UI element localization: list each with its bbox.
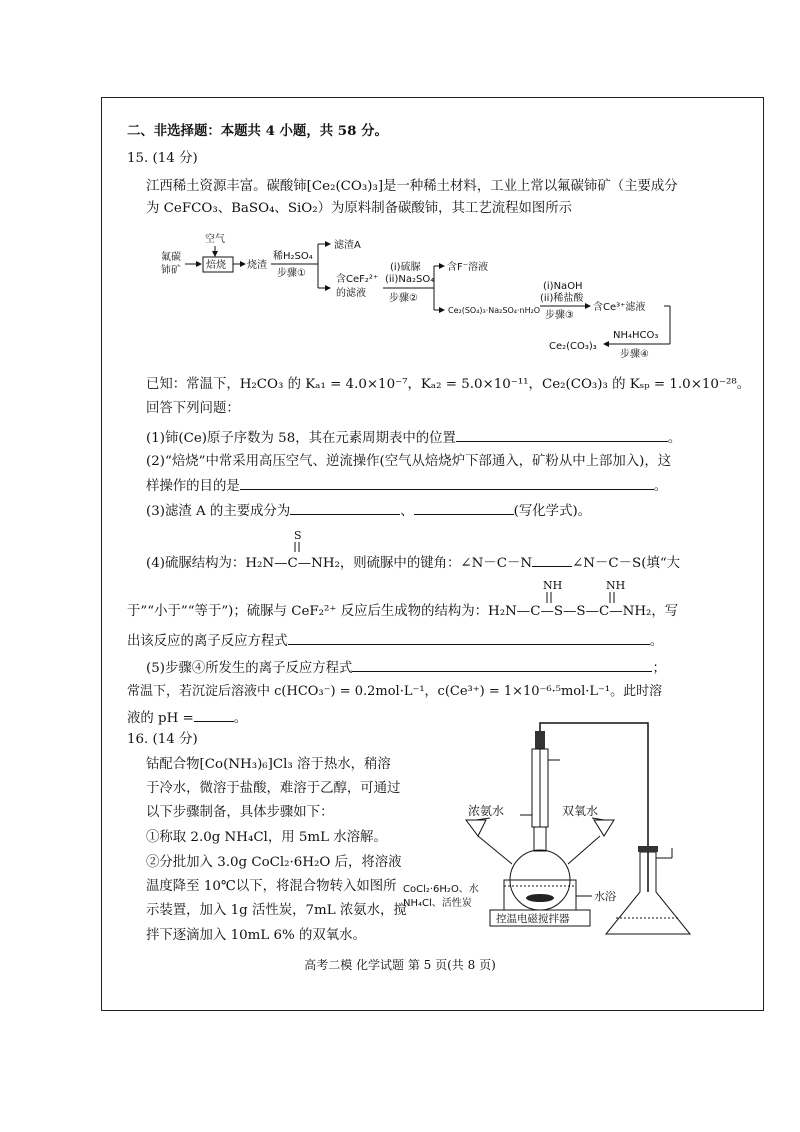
q15-p5c-text: 液的 pH = [127, 711, 194, 726]
q15-p4e-text: ，写 [651, 604, 679, 619]
q15-intro-2: 为 CeFCO₃、BaSO₄、SiO₂）为原料制备碳酸铈，其工艺流程如图所示 [146, 201, 573, 216]
page-footer: 高考二模 化学试题 第 5 页(共 8 页) [304, 958, 496, 972]
flow-product: Ce₂(CO₃)₃ [549, 341, 597, 352]
product-structure: H₂N—C—S—S—C—NH₂ [488, 604, 652, 619]
flow-precipitate: Ce₂(SO₄)₃·Na₂SO₄·nH₂O [448, 306, 541, 315]
q16-line-1: 钴配合物[Co(NH₃)₆]Cl₃ 溶于热水，稍溶 [146, 757, 391, 772]
q15-p4d-text: 于”“小于”“等于”)；硫脲与 CeF₂²⁺ 反应后生成物的结构为： [127, 604, 489, 619]
q15-p4a-text: (4)硫脲结构为： [146, 556, 246, 571]
flow-air: 空气 [205, 234, 225, 245]
q15-part-2a: (2)“焙烧”中常采用高压空气、逆流操作(空气从焙烧炉下部通入，矿粉从中上部加入)，这 [146, 454, 672, 469]
q15-answer-prompt: 回答下列问题： [146, 401, 240, 416]
flow-step-2: 步骤② [389, 293, 418, 304]
label-stirrer: 控温电磁搅拌器 [496, 913, 570, 925]
label-peroxide: 双氧水 [562, 804, 599, 818]
ammonia-funnel [466, 820, 486, 836]
q16-line-6: 温度降至 10℃以下，将混合物转入如图所 [146, 879, 397, 894]
peroxide-funnel [594, 820, 614, 836]
flow-filtrate-2: 的滤液 [336, 288, 366, 299]
q15-part-5b: 常温下，若沉淀后溶液中 c(HCO₃⁻) = 0.2mol·L⁻¹，c(Ce³⁺) = 1×10⁻⁶·⁵mol·L⁻¹。此时溶 [127, 684, 663, 699]
q15-p5c-period: 。 [233, 711, 248, 726]
flow-nh4hco3: NH₄HCO₃ [613, 330, 659, 341]
q15-p3-sep: 、 [400, 504, 414, 519]
flow-slag: 烧渣 [247, 260, 267, 271]
flow-filtrate-1: 含CeF₂²⁺ [336, 274, 379, 285]
q15-p2b-text: 样操作的目的是 [146, 479, 240, 494]
q15-p1-text: (1)铈(Ce)原子序数为 58，其在元素周期表中的位置 [146, 431, 456, 446]
q15-p2b-period: 。 [653, 479, 668, 494]
nh-label-2: NH [606, 579, 626, 592]
q15-p4f-period: 。 [649, 634, 664, 649]
q15-p3a-text: (3)滤渣 A 的主要成分为 [146, 504, 291, 519]
q15-known: 已知：常温下，H₂CO₃ 的 Kₐ₁ = 4.0×10⁻⁷，Kₐ₂ = 5.0×10⁻¹¹，Ce₂(CO₃)₃ 的 Kₛₚ = 1.0×10⁻²⁸。 [146, 377, 751, 392]
q16-line-3: 以下步骤制备，具体步骤如下： [146, 805, 334, 820]
thiourea-structure: H₂N—C—NH₂ [245, 556, 340, 571]
q16-line-7: 示装置，加入 1g 活性炭，7mL 浓氨水，搅 [146, 903, 407, 918]
q16-line-2: 于冷水，微溶于盐酸，难溶于乙醇，可通过 [146, 781, 401, 796]
flow-step-3: 步骤③ [545, 310, 574, 321]
flow-residue-a: 滤渣A [334, 240, 361, 251]
q16-line-4: ①称取 2.0g NH₄Cl，用 5mL 水溶解。 [146, 830, 387, 845]
flow-step-1: 步骤① [277, 268, 306, 279]
q16-line-5: ②分批加入 3.0g CoCl₂·6H₂O 后，将溶液 [146, 855, 402, 870]
flow-reagent-2: (ii)Na₂SO₄ [385, 274, 435, 285]
flow-ore-1: 氟碳 [161, 252, 181, 263]
nh-label-1: NH [543, 579, 563, 592]
q15-p1-period: 。 [667, 431, 682, 446]
flow-reagent-3: (i)NaOH [543, 281, 583, 292]
thiourea-s-atom: S [294, 529, 302, 542]
q16-line-8: 拌下逐滴加入 10mL 6% 的双氧水。 [146, 928, 366, 943]
label-mixture-2: NH₄Cl、活性炭 [403, 898, 472, 909]
flow-reagent-1: (i)硫脲 [390, 262, 421, 273]
label-mixture-1: CoCl₂·6H₂O、水 [403, 884, 479, 895]
q15-number: 15. (14 分) [127, 151, 198, 166]
label-water-bath: 水浴 [594, 890, 616, 903]
flow-ce3-filtrate: 含Ce³⁺滤液 [593, 302, 646, 313]
flow-f-solution: 含F⁻溶液 [447, 262, 489, 273]
flow-acid: 稀H₂SO₄ [273, 251, 313, 262]
flow-step-4: 步骤④ [620, 349, 649, 360]
activated-carbon [526, 894, 554, 902]
q15-p5a-text: (5)步骤④所发生的离子反应方程式 [146, 661, 353, 676]
flow-ore-2: 铈矿 [161, 265, 181, 276]
flow-reagent-4: (ii)稀盐酸 [540, 293, 584, 304]
q15-p3b-text: (写化学式)。 [513, 504, 592, 519]
condenser-stopper [535, 731, 545, 749]
label-ammonia: 浓氨水 [468, 804, 505, 818]
q15-p4f-text: 出该反应的离子反应方程式 [127, 634, 288, 649]
q15-intro-1: 江西稀土资源丰富。碳酸铈[Ce₂(CO₃)₃]是一种稀土材料，工业上常以氟碳铈矿（主要成分 [146, 179, 678, 194]
flow-roast: 焙烧 [206, 260, 226, 271]
q15-p5a-semicolon: ； [652, 661, 666, 676]
section-title: 二、非选择题：本题共 4 小题，共 58 分。 [127, 123, 388, 139]
q16-number: 16. (14 分) [127, 732, 198, 747]
q15-p4c-text: ∠N－C－S(填“大 [572, 556, 681, 571]
q15-p4b-text: ，则硫脲中的键角：∠N－C－N [339, 556, 533, 571]
